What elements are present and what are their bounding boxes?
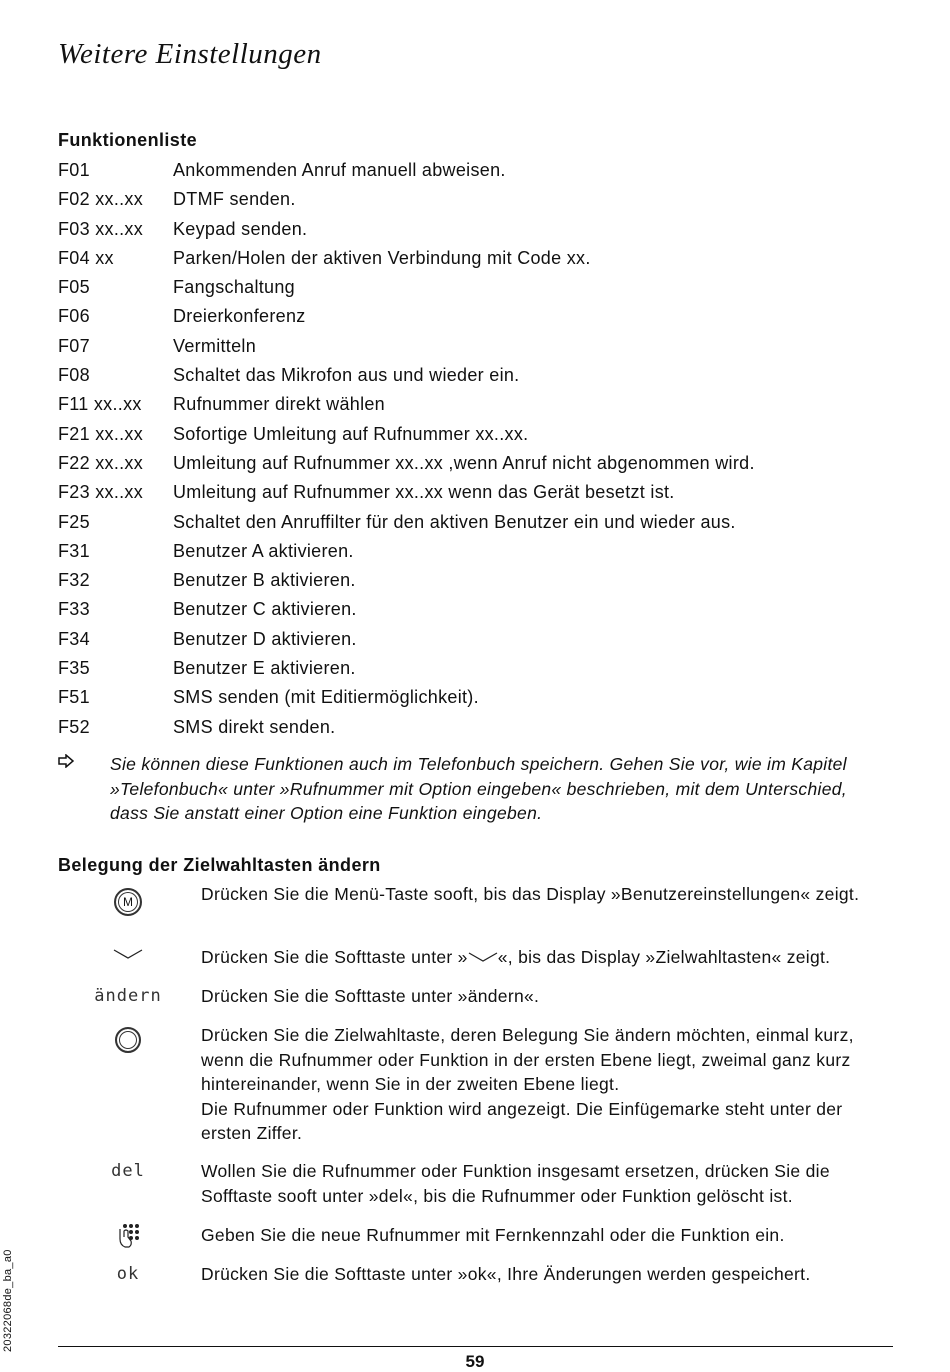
step-text: Drücken Sie die Menü-Taste sooft, bis das Display »Benutzereinstellungen« zeigt.	[201, 884, 860, 904]
function-row	[58, 508, 908, 537]
step-text: Drücken Sie die Zielwahltaste, deren Belegung Sie ändern möchten, einmal kurz, wenn die Rufnummer oder Funktion in der ersten Ebene liegt, zweimal ganz kurz hintereinander, wenn Sie in der zweiten Ebene liegt. Die Rufnummer oder Funktion wird angezeigt. Die Einfügemarke steht unter der ersten Ziffer.	[201, 1025, 854, 1143]
step-text: Drücken Sie die Softtaste unter » «, bis das Display »Zielwahltasten« zeigt.	[201, 947, 831, 967]
softkey-label-ok: ok	[116, 1264, 140, 1284]
function-code: F21 xx..xx	[58, 423, 144, 444]
section-heading-functions: Funktionenliste	[58, 130, 198, 150]
function-row	[58, 654, 908, 683]
function-row	[58, 215, 908, 244]
function-description: Schaltet den Anruffilter für den aktiven Benutzer ein und wieder aus.	[173, 511, 736, 532]
function-description: Parken/Holen der aktiven Verbindung mit Code xx.	[173, 247, 591, 268]
document-code: 20322068de_ba_a0	[2, 1249, 14, 1352]
speed-dial-key-icon	[58, 1027, 198, 1058]
function-row	[58, 449, 908, 478]
arrow-right-icon	[58, 752, 74, 773]
section-heading-speed-dial: Belegung der Zielwahltasten ändern	[58, 855, 381, 875]
function-code: F35	[58, 658, 90, 679]
function-code: F33	[58, 599, 90, 620]
function-row	[58, 566, 908, 595]
chevron-down-icon	[58, 947, 198, 965]
function-row	[58, 302, 908, 331]
footer-rule	[58, 1346, 893, 1347]
function-code: F31	[58, 540, 90, 561]
function-description: Dreierkonferenz	[173, 306, 306, 327]
step-text: Drücken Sie die Softtaste unter »ändern«.	[201, 986, 540, 1006]
function-code: F01	[58, 160, 90, 180]
function-description: Benutzer D aktivieren.	[173, 628, 357, 649]
function-code: F03 xx..xx	[58, 218, 144, 239]
function-code: F02 xx..xx	[58, 189, 144, 210]
function-description: Rufnummer direkt wählen	[173, 394, 385, 415]
function-row	[58, 273, 908, 302]
menu-key-icon: M	[58, 888, 198, 916]
function-row	[58, 537, 908, 566]
function-row	[58, 713, 908, 742]
function-description: Keypad senden.	[173, 218, 308, 239]
softkey-label-aendern: ändern	[94, 986, 162, 1006]
page-number: 59	[465, 1352, 485, 1371]
chapter-title: Weitere Einstellungen	[58, 38, 322, 70]
function-description: Fangschaltung	[173, 277, 295, 298]
step-text: Geben Sie die neue Rufnummer mit Fernkennzahl oder die Funktion ein.	[201, 1225, 785, 1245]
function-row	[58, 625, 908, 654]
function-row	[58, 156, 908, 185]
function-description: Benutzer E aktivieren.	[173, 658, 356, 679]
function-code: F11 xx..xx	[58, 394, 142, 415]
function-row	[58, 478, 908, 507]
function-row	[58, 683, 908, 712]
function-code: F22 xx..xx	[58, 452, 144, 473]
function-code: F08	[58, 365, 90, 386]
function-code: F32	[58, 570, 90, 591]
step-text: Wollen Sie die Rufnummer oder Funktion insgesamt ersetzen, drücken Sie die Sofftaste sooft unter »del«, bis die Rufnummer oder Funktion gelöscht ist.	[201, 1161, 830, 1206]
function-code: F51	[58, 687, 90, 708]
function-description: SMS senden (mit Editiermöglichkeit).	[173, 687, 479, 708]
function-row	[58, 595, 908, 624]
function-row	[58, 361, 908, 390]
function-code: F25	[58, 511, 90, 532]
note-text: Sie können diese Funktionen auch im Telefonbuch speichern. Gehen Sie vor, wie im Kapitel »Telefonbuch« unter »Rufnummer mit Option eingeben« beschrieben, mit dem Unterschied, dass Sie anstatt einer Option eine Funktion eingeben.	[110, 754, 847, 823]
chevron-down-icon	[468, 951, 498, 963]
function-row	[58, 332, 908, 361]
function-row	[58, 390, 908, 419]
function-description: Umleitung auf Rufnummer xx..xx wenn das Gerät besetzt ist.	[173, 482, 675, 503]
function-row	[58, 244, 908, 273]
function-list	[58, 156, 908, 742]
function-description: SMS direkt senden.	[173, 716, 336, 737]
function-description: Sofortige Umleitung auf Rufnummer xx..xx.	[173, 423, 529, 444]
step-text: Drücken Sie die Softtaste unter »ok«, Ihre Änderungen werden gespeichert.	[201, 1264, 811, 1284]
function-code: F07	[58, 335, 90, 356]
function-description: Ankommenden Anruf manuell abweisen.	[173, 160, 506, 180]
keypad-icon	[58, 1223, 198, 1254]
function-description: Schaltet das Mikrofon aus und wieder ein.	[173, 365, 520, 386]
function-description: Benutzer A aktivieren.	[173, 540, 354, 561]
softkey-label-del: del	[111, 1161, 145, 1181]
function-code: F04 xx	[58, 247, 114, 268]
function-code: F52	[58, 716, 90, 737]
function-code: F05	[58, 277, 90, 298]
function-description: DTMF senden.	[173, 189, 296, 210]
function-description: Benutzer C aktivieren.	[173, 599, 357, 620]
function-row	[58, 185, 908, 214]
function-code: F23 xx..xx	[58, 482, 144, 503]
function-description: Umleitung auf Rufnummer xx..xx ,wenn Anruf nicht abgenommen wird.	[173, 452, 755, 473]
function-row	[58, 420, 908, 449]
function-description: Benutzer B aktivieren.	[173, 570, 356, 591]
function-code: F34	[58, 628, 90, 649]
function-code: F06	[58, 306, 90, 327]
function-description: Vermitteln	[173, 335, 257, 356]
